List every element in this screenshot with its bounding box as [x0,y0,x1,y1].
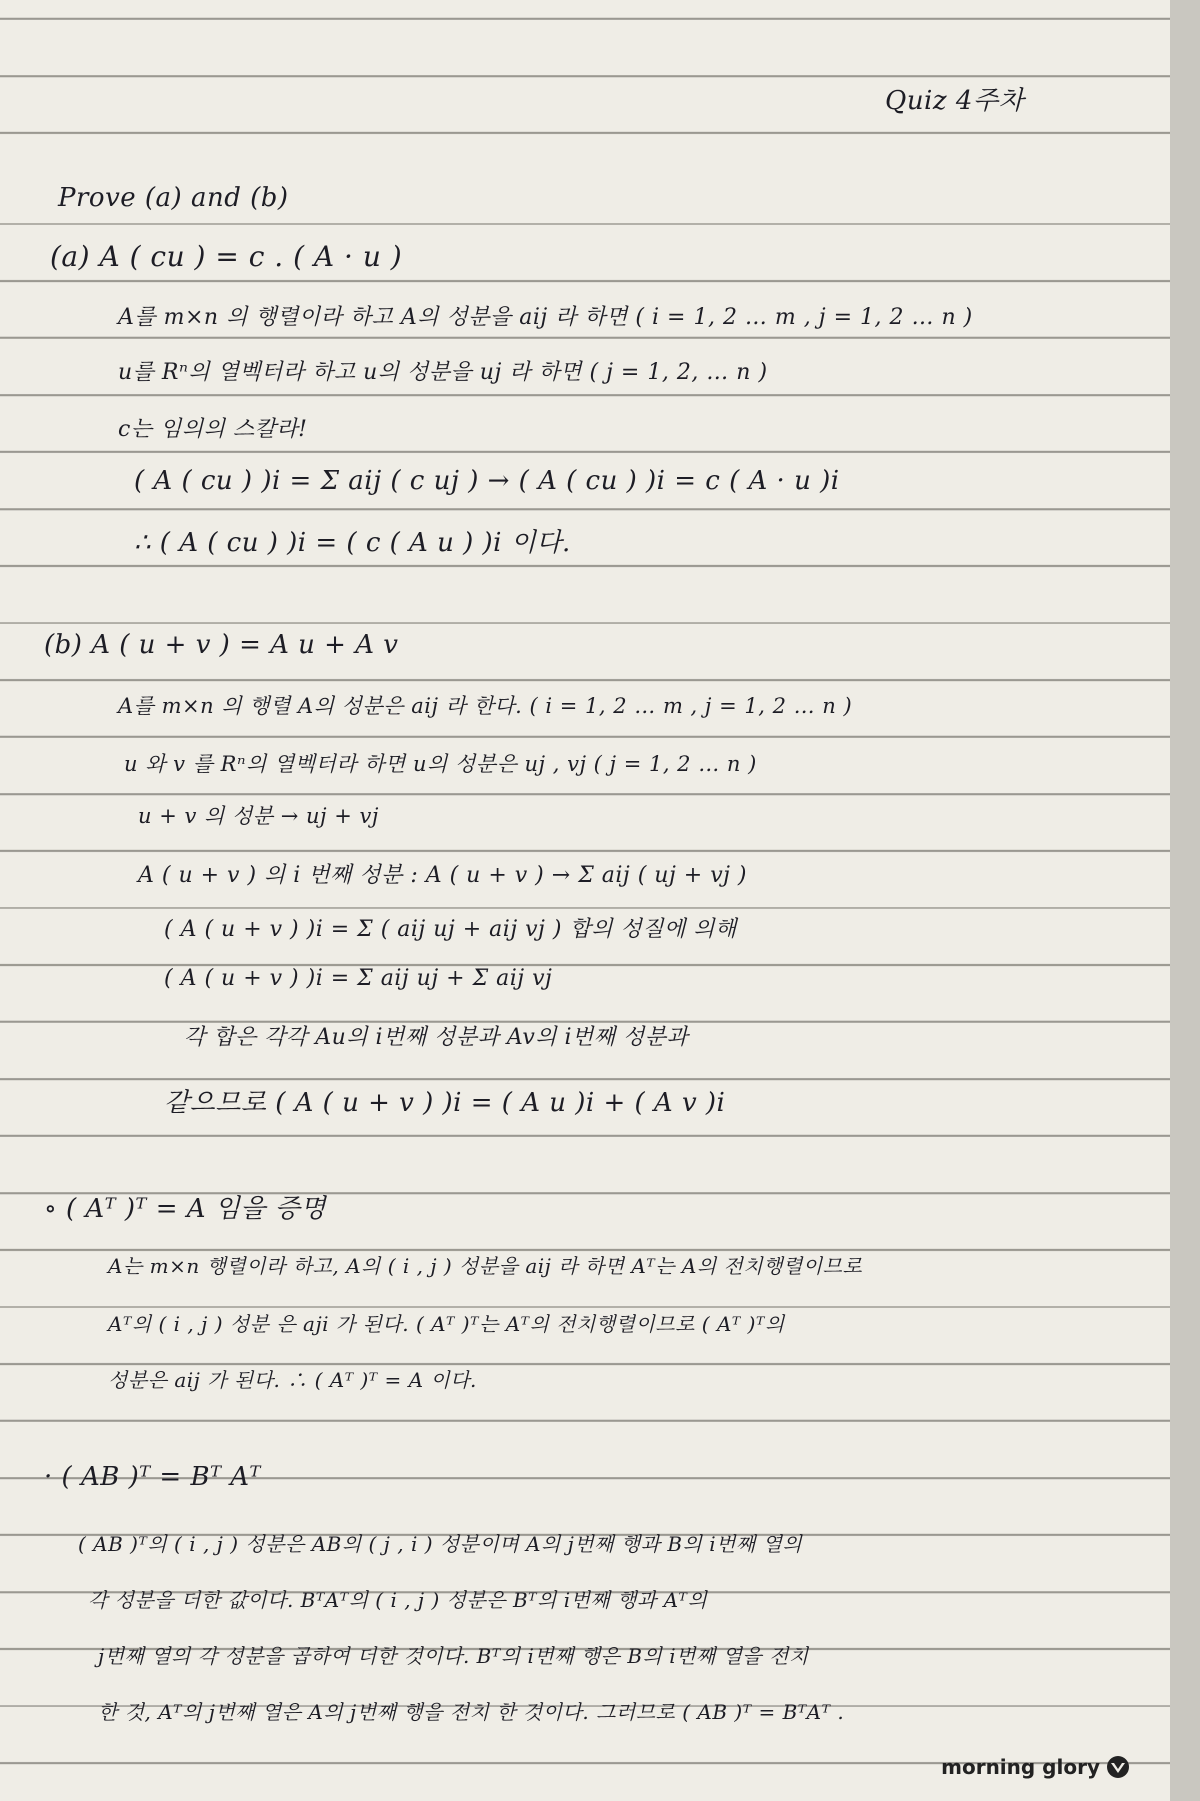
page-title: Quiz 4주차 [885,86,1025,116]
part-a-line: A를 m×n 의 행렬이라 하고 A의 성분을 aij 라 하면 ( i = 1, 2 … m , j = 1, 2 … n ) [118,305,973,330]
product-line: ( AB )ᵀ의 ( i , j ) 성분은 AB의 ( j , i ) 성분이며 A의 j번째 행과 B의 i번째 열의 [78,1532,803,1556]
part-a-line: c는 임의의 스칼라! [118,417,308,442]
part-b-line: A를 m×n 의 행렬 A의 성분은 aij 라 한다. ( i = 1, 2 … m , j = 1, 2 … n ) [118,694,853,718]
brand-label: morning glory [941,1755,1100,1779]
product-line: j번째 열의 각 성분을 곱하여 더한 것이다. Bᵀ의 i번째 행은 B의 i번째 열을 전치 [98,1644,809,1668]
part-b-line: 각 합은 각각 Au의 i번째 성분과 Av의 i번째 성분과 [184,1025,689,1050]
part-a-line: ∴ ( A ( cu ) )i = ( c ( A u ) )i 이다. [134,528,571,558]
part-b-line: 같으므로 ( A ( u + v ) )i = ( A u )i + ( A v )i [164,1088,726,1118]
intro-line: Prove (a) and (b) [58,183,289,213]
part-b-heading: (b) A ( u + v ) = A u + A v [44,630,399,660]
part-a-line: ( A ( cu ) )i = Σ aij ( c uj ) → ( A ( cu ) )i = c ( A · u )i [134,466,840,496]
brand-mark [941,1755,1130,1779]
transpose-heading: ∘ ( Aᵀ )ᵀ = A 임을 증명 [44,1194,327,1224]
part-a-heading: (a) A ( cu ) = c . ( A · u ) [50,240,403,273]
part-b-line: u 와 v 를 Rⁿ의 열벡터라 하면 u의 성분은 uj , vj ( j = 1, 2 … n ) [124,752,757,776]
product-line: 각 성분을 더한 값이다. BᵀAᵀ의 ( i , j ) 성분은 Bᵀ의 i번째 행과 Aᵀ의 [88,1588,708,1612]
product-heading: · ( AB )ᵀ = Bᵀ Aᵀ [44,1462,261,1492]
part-a-line: u를 Rⁿ의 열벡터라 하고 u의 성분을 uj 라 하면 ( j = 1, 2, … n ) [118,360,768,385]
morning-glory-logo-icon [1106,1755,1130,1779]
part-b-line: A ( u + v ) 의 i 번째 성분 : A ( u + v ) → Σ aij ( uj + vj ) [138,863,748,888]
part-b-line: ( A ( u + v ) )i = Σ aij uj + Σ aij vj [164,966,553,991]
transpose-line: A는 m×n 행렬이라 하고, A의 ( i , j ) 성분을 aij 라 하면 Aᵀ는 A의 전치행렬이므로 [108,1254,863,1278]
part-b-line: ( A ( u + v ) )i = Σ ( aij uj + aij vj ) 합의 성질에 의해 [164,917,737,942]
part-b-line: u + v 의 성분 → uj + vj [138,804,379,828]
product-line: 한 것, Aᵀ의 j번째 열은 A의 j번째 행을 전치 한 것이다. 그러므로 ( AB )ᵀ = BᵀAᵀ . [98,1700,845,1724]
transpose-line: 성분은 aij 가 된다. ∴ ( Aᵀ )ᵀ = A 이다. [108,1368,477,1392]
transpose-line: Aᵀ의 ( i , j ) 성분 은 aji 가 된다. ( Aᵀ )ᵀ는 Aᵀ의 전치행렬이므로 ( Aᵀ )ᵀ의 [108,1312,785,1336]
